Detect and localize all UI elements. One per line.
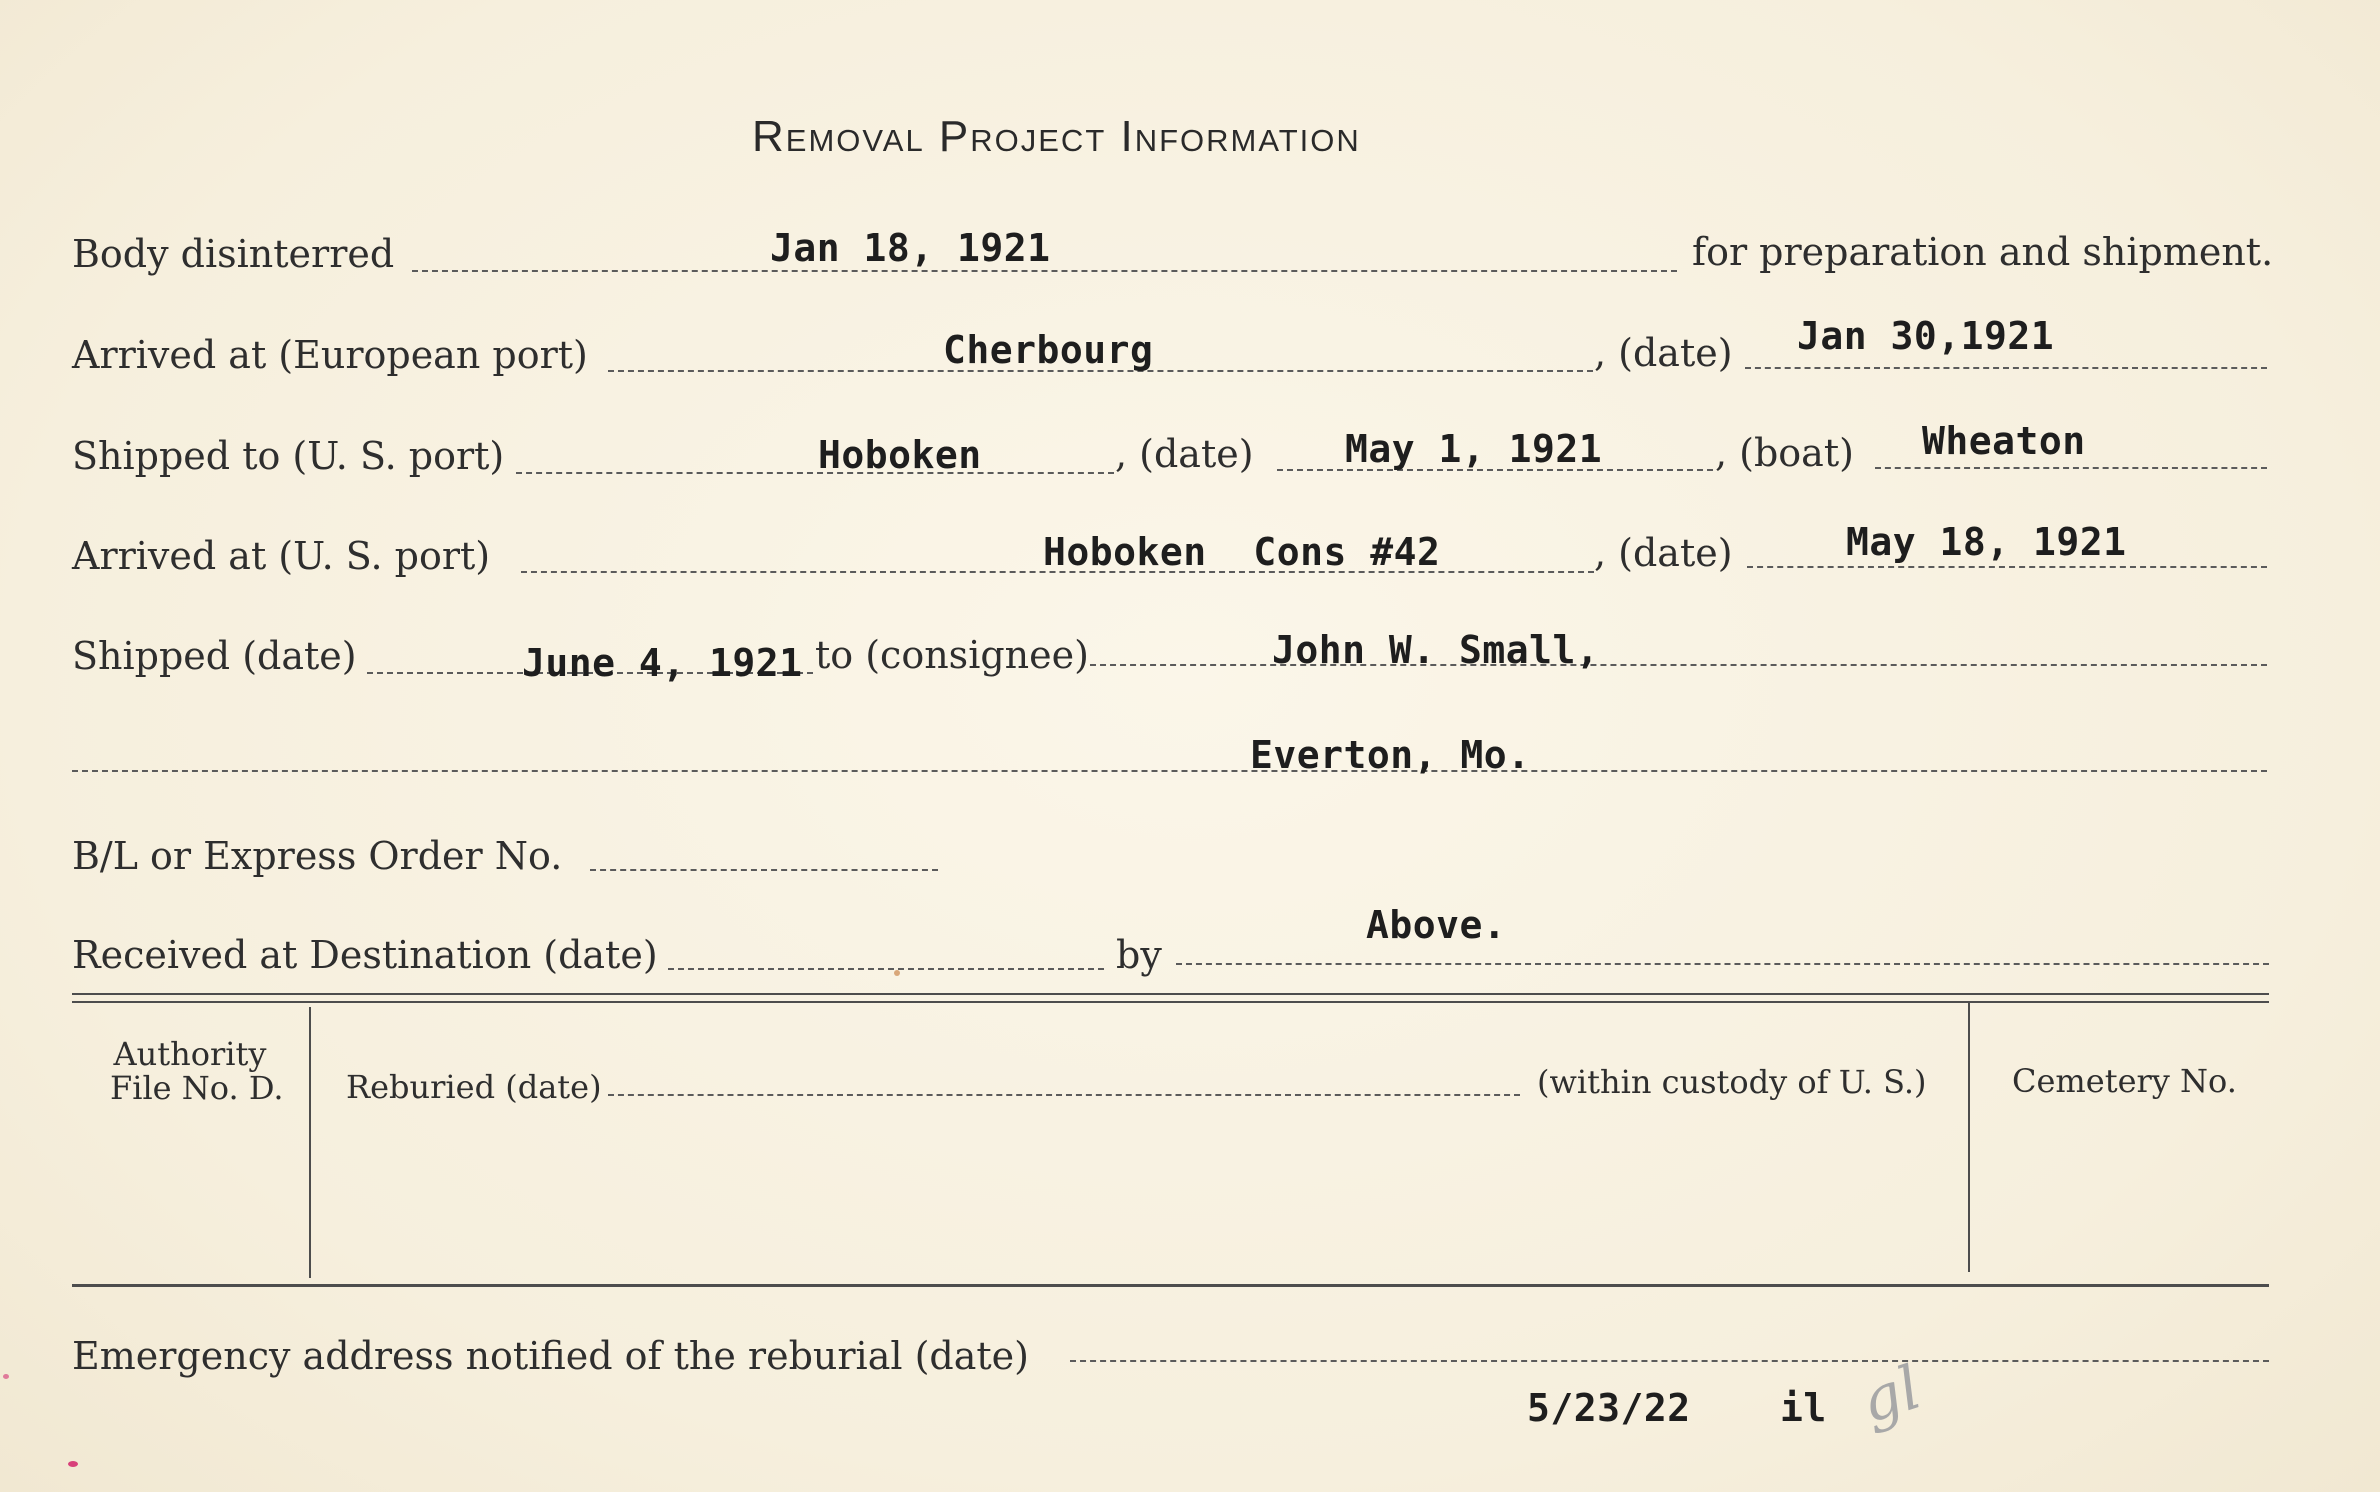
box-bottom-rule [72, 1284, 2269, 1287]
european-port-value: Cherbourg [943, 328, 1154, 372]
disinterred-line [412, 270, 1677, 272]
authority-label-line-1: Authority [113, 1035, 267, 1073]
disinterred-suffix: for preparation and shipment. [1692, 230, 2274, 274]
consignee-line [1090, 664, 2267, 666]
european-date-line [1745, 367, 2267, 369]
reburied-line [608, 1094, 1520, 1096]
box-divider-left [309, 1007, 311, 1278]
arrived-us-label: Arrived at (U. S. port) [72, 534, 491, 578]
pink-speck [3, 1374, 9, 1379]
stamp-date: 5/23/22 [1527, 1386, 1691, 1430]
page-title: Removal Project Information [752, 112, 1361, 161]
arrived-us-date: May 18, 1921 [1846, 520, 2127, 564]
reburied-label: Reburied (date) [346, 1068, 602, 1106]
box-divider-right [1968, 1001, 1970, 1272]
shipped-us-date: May 1, 1921 [1345, 427, 1603, 471]
authority-label [110, 1035, 284, 1107]
pink-mark [68, 1461, 78, 1467]
disinterred-date: Jan 18, 1921 [770, 226, 1051, 270]
custody-label: (within custody of U. S.) [1537, 1063, 1927, 1101]
arrived-us-date-label: , (date) [1594, 531, 1733, 575]
received-label: Received at Destination (date) [72, 933, 658, 977]
shipped-date-label: Shipped (date) [72, 634, 357, 678]
emergency-label: Emergency address notified of the reburial (date) [72, 1334, 1029, 1378]
received-by-label: by [1116, 933, 1162, 977]
ink-speck [894, 970, 900, 976]
consignee-label: to (consignee) [815, 633, 1089, 677]
shipped-date-value: June 4, 1921 [522, 641, 803, 685]
shipped-us-line [516, 472, 1114, 474]
received-by-line [1176, 963, 2269, 965]
european-date-label: , (date) [1594, 331, 1733, 375]
boat-value: Wheaton [1922, 419, 2086, 463]
handwritten-initials: gl [1852, 1352, 1930, 1438]
received-date-line [668, 968, 1104, 970]
european-port-label: Arrived at (European port) [72, 333, 588, 377]
emergency-line [1070, 1360, 2269, 1362]
address-line [72, 770, 2267, 772]
cemetery-label: Cemetery No. [2012, 1062, 2237, 1100]
boat-label: , (boat) [1715, 431, 1854, 475]
shipped-us-date-label: , (date) [1115, 432, 1254, 476]
disinterred-label: Body disinterred [72, 232, 395, 276]
shipped-us-port: Hoboken [818, 433, 982, 477]
address-value: Everton, Mo. [1250, 733, 1531, 777]
shipped-us-label: Shipped to (U. S. port) [72, 434, 505, 478]
bl-order-label: B/L or Express Order No. [72, 834, 563, 878]
arrived-us-port: Hoboken Cons #42 [1043, 530, 1441, 574]
arrived-us-date-line [1747, 566, 2267, 568]
bl-order-line [590, 869, 938, 871]
consignee-value: John W. Small, [1272, 628, 1600, 672]
box-top-rule-2 [72, 1001, 2269, 1003]
boat-line [1875, 467, 2267, 469]
box-top-rule-1 [72, 993, 2269, 995]
authority-label-line-2: File No. D. [110, 1069, 284, 1107]
received-by-value: Above. [1366, 903, 1507, 947]
european-date-value: Jan 30,1921 [1797, 314, 2055, 358]
stamp-initials: il [1780, 1386, 1827, 1430]
